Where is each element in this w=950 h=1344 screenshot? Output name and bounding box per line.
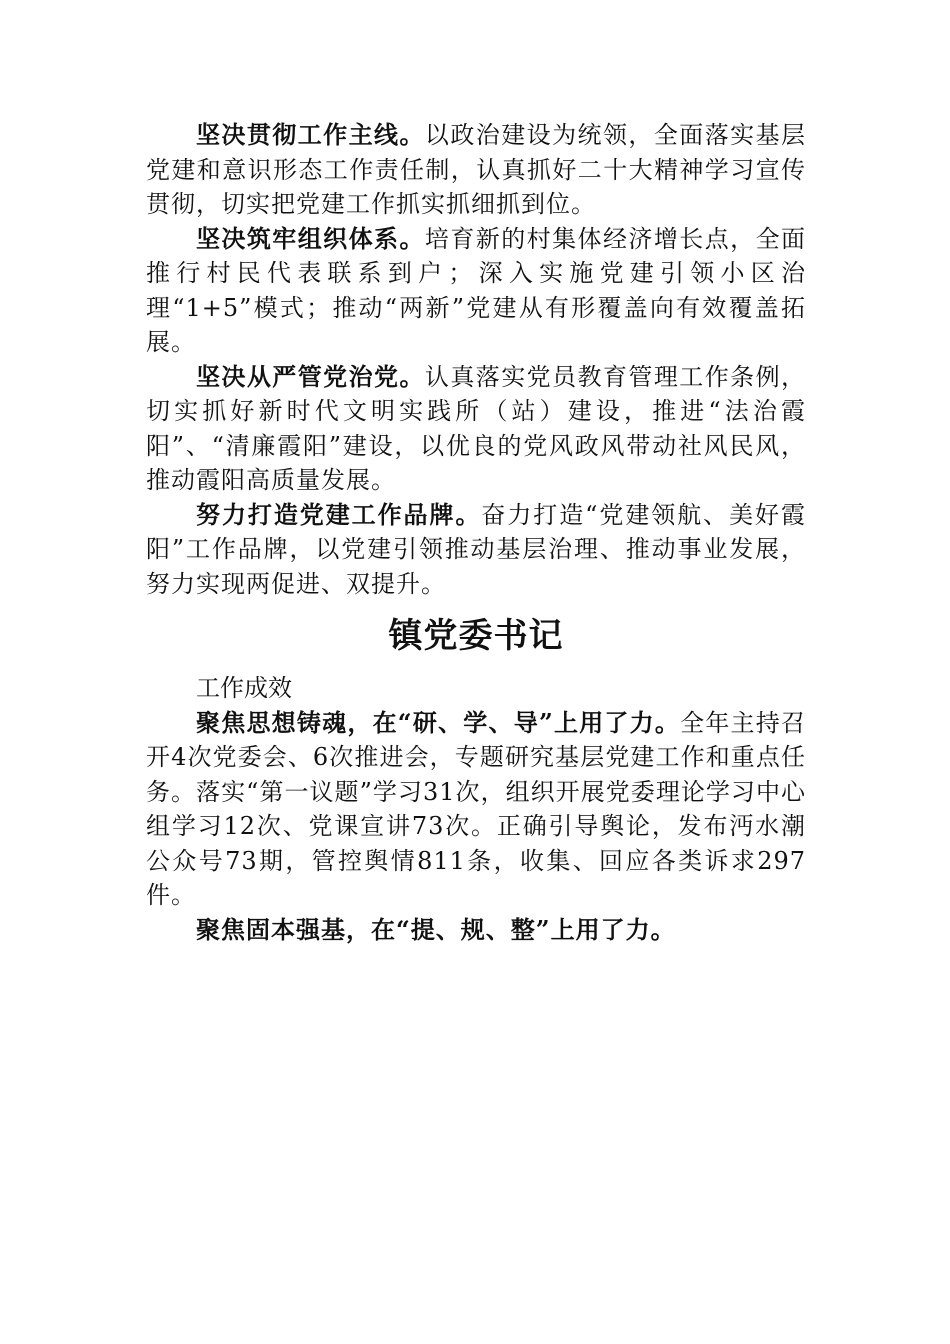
paragraph-body: 培育新的村集体经济增长点，全面推行村民代表联系到户；深入实施党建引领小区治理“1+5”模式；推动“两新”党建从有形覆盖向有效覆盖拓展。 — [146, 224, 807, 356]
paragraph-foundation-focus — [146, 913, 806, 948]
paragraph-lead: 聚焦固本强基，在“提、规、整”上用了力。 — [196, 914, 676, 944]
section-heading: 镇党委书记 — [388, 616, 564, 656]
paragraph-body: 以政治建设为统领，全面落实基层党建和意识形态工作责任制，认真抓好二十大精神学习宣传贯彻，切实把党建工作抓实抓细抓到位。 — [146, 121, 807, 218]
paragraph-lead: 努力打造党建工作品牌。 — [196, 499, 482, 529]
paragraph-strict-governance — [146, 360, 806, 498]
paragraph-body: 认真落实党员教育管理工作条例，切实抓好新时代文明实践所（站）建设，推进“法治霞阳”、“清廉霞阳”建设，以优良的党风政风带动社风民风，推动霞阳高质量发展。 — [146, 362, 807, 494]
paragraph-lead: 坚决从严管党治党。 — [196, 361, 425, 391]
paragraph-body: 全年主持召开4次党委会、6次推进会，专题研究基层党建工作和重点任务。落实“第一议题”学习31次，组织开展党委理论学习中心组学习12次、党课宣讲73次。正确引导舆论，发布沔水潮公众号73期，管控舆情811条，收集、回应各类诉求297件。 — [146, 708, 807, 909]
paragraph-lead: 坚决筑牢组织体系。 — [196, 223, 425, 253]
paragraph-lead: 坚决贯彻工作主线。 — [196, 120, 425, 149]
paragraph-organization-system — [146, 222, 806, 360]
paragraph-lead: 聚焦思想铸魂，在“研、学、导”上用了力。 — [196, 707, 681, 737]
paragraph-work-mainline — [146, 118, 806, 222]
paragraph-thought-focus — [146, 706, 806, 913]
subheading: 工作成效 — [196, 674, 292, 702]
paragraph-party-brand — [146, 498, 806, 602]
document-page — [146, 118, 806, 947]
paragraph-body: 奋力打造“党建领航、美好霞阳”工作品牌，以党建引领推动基层治理、推动事业发展，努力实现两促进、双提升。 — [146, 500, 806, 598]
